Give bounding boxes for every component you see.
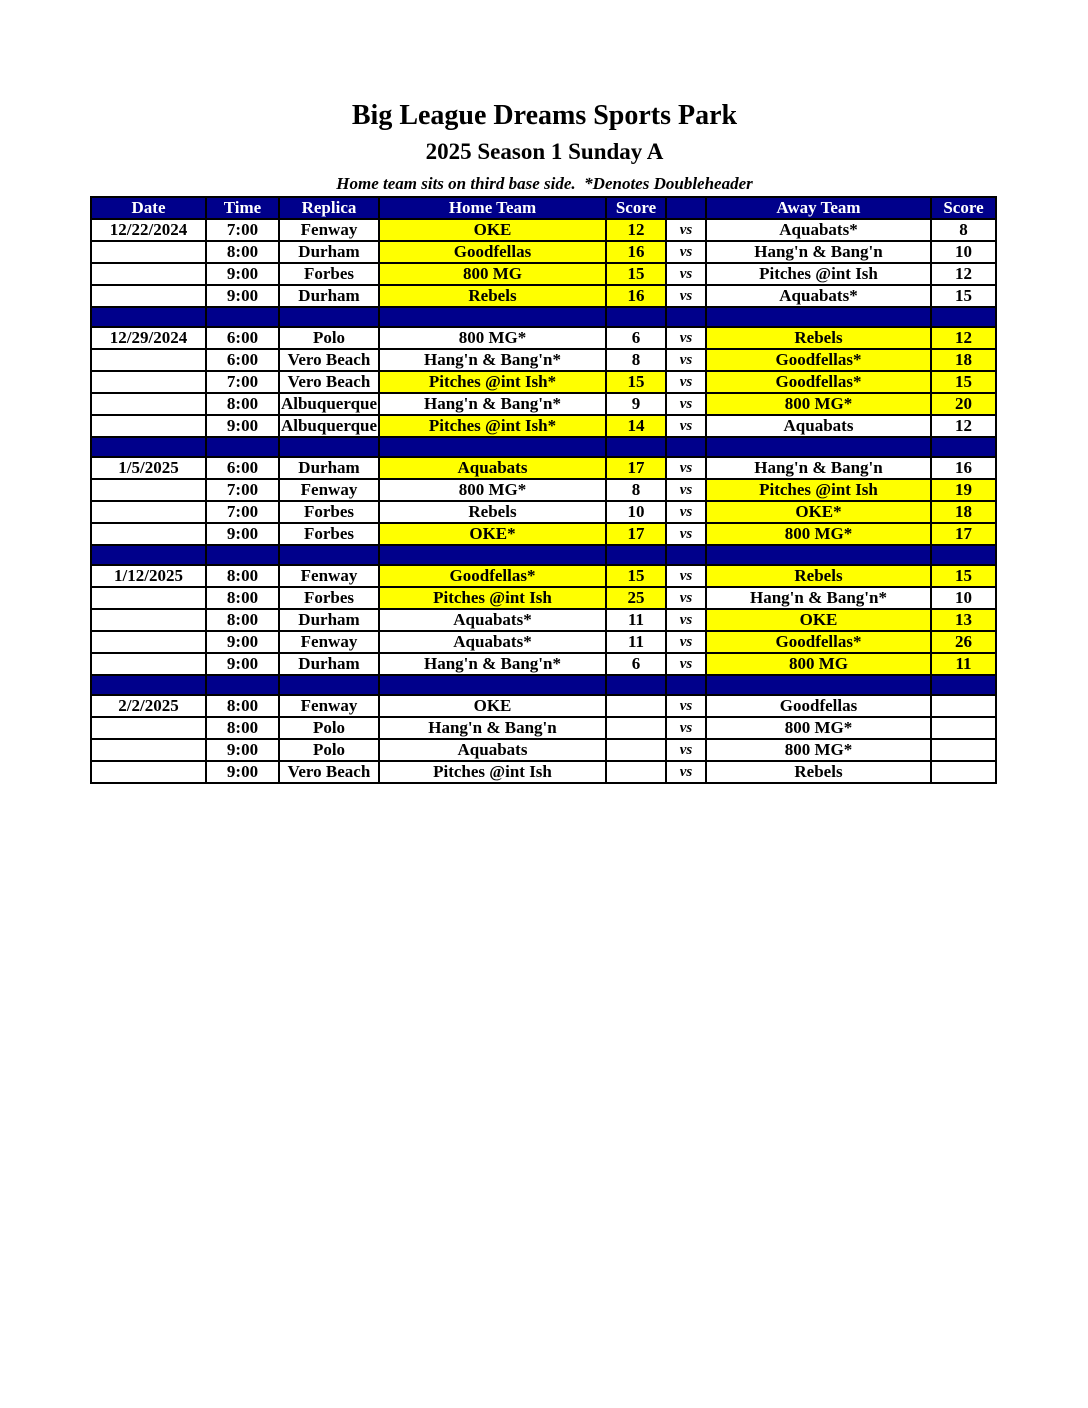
time-cell: 9:00 xyxy=(206,761,279,783)
home-score-cell: 8 xyxy=(606,349,666,371)
game-row xyxy=(91,631,996,653)
separator-cell xyxy=(379,545,606,565)
date-cell xyxy=(91,739,206,761)
game-row xyxy=(91,285,996,307)
header-home-team: Home Team xyxy=(379,197,606,219)
time-cell: 9:00 xyxy=(206,415,279,437)
separator-cell xyxy=(666,675,706,695)
away-team-cell: 800 MG* xyxy=(706,717,931,739)
separator-cell xyxy=(206,675,279,695)
home-team-cell: 800 MG xyxy=(379,263,606,285)
vs-cell: vs xyxy=(666,695,706,717)
game-row xyxy=(91,565,996,587)
vs-cell: vs xyxy=(666,631,706,653)
home-team-cell: Pitches @int Ish xyxy=(379,761,606,783)
time-cell: 8:00 xyxy=(206,587,279,609)
away-team-cell: OKE xyxy=(706,609,931,631)
home-score-cell: 6 xyxy=(606,653,666,675)
separator-cell xyxy=(706,437,931,457)
replica-cell: Durham xyxy=(279,285,379,307)
date-cell xyxy=(91,285,206,307)
time-cell: 9:00 xyxy=(206,631,279,653)
game-row xyxy=(91,739,996,761)
away-score-cell: 10 xyxy=(931,587,996,609)
home-team-cell: Rebels xyxy=(379,285,606,307)
vs-cell: vs xyxy=(666,393,706,415)
vs-cell: vs xyxy=(666,457,706,479)
away-team-cell: Goodfellas* xyxy=(706,371,931,393)
home-score-cell: 15 xyxy=(606,371,666,393)
time-cell: 9:00 xyxy=(206,523,279,545)
time-cell: 7:00 xyxy=(206,479,279,501)
separator-cell xyxy=(931,437,996,457)
date-cell xyxy=(91,349,206,371)
separator-cell xyxy=(379,307,606,327)
home-team-cell: 800 MG* xyxy=(379,327,606,349)
time-cell: 8:00 xyxy=(206,241,279,263)
home-score-cell: 17 xyxy=(606,457,666,479)
home-score-cell: 25 xyxy=(606,587,666,609)
vs-cell: vs xyxy=(666,739,706,761)
time-cell: 9:00 xyxy=(206,739,279,761)
time-cell: 8:00 xyxy=(206,717,279,739)
game-row xyxy=(91,479,996,501)
away-team-cell: Hang'n & Bang'n* xyxy=(706,587,931,609)
schedule-table xyxy=(90,196,997,784)
home-team-cell: Hang'n & Bang'n* xyxy=(379,349,606,371)
replica-cell: Polo xyxy=(279,717,379,739)
vs-cell: vs xyxy=(666,371,706,393)
home-team-cell: Aquabats* xyxy=(379,631,606,653)
home-score-cell: 6 xyxy=(606,327,666,349)
header-replica: Replica xyxy=(279,197,379,219)
away-team-cell: Aquabats* xyxy=(706,219,931,241)
away-team-cell: 800 MG* xyxy=(706,523,931,545)
home-score-cell: 8 xyxy=(606,479,666,501)
separator-cell xyxy=(706,545,931,565)
game-row xyxy=(91,587,996,609)
date-cell: 1/5/2025 xyxy=(91,457,206,479)
home-team-cell: OKE* xyxy=(379,523,606,545)
away-score-cell: 16 xyxy=(931,457,996,479)
away-team-cell: 800 MG* xyxy=(706,739,931,761)
separator-cell xyxy=(931,545,996,565)
separator-row xyxy=(91,675,996,695)
home-team-cell: OKE xyxy=(379,695,606,717)
vs-cell: vs xyxy=(666,523,706,545)
separator-cell xyxy=(91,545,206,565)
vs-cell: vs xyxy=(666,717,706,739)
home-score-cell: 17 xyxy=(606,523,666,545)
home-score-cell: 11 xyxy=(606,609,666,631)
separator-cell xyxy=(706,307,931,327)
away-team-cell: Goodfellas xyxy=(706,695,931,717)
game-row xyxy=(91,695,996,717)
replica-cell: Vero Beach xyxy=(279,761,379,783)
replica-cell: Forbes xyxy=(279,501,379,523)
home-score-cell: 11 xyxy=(606,631,666,653)
home-score-cell xyxy=(606,761,666,783)
separator-cell xyxy=(606,437,666,457)
time-cell: 9:00 xyxy=(206,653,279,675)
away-team-cell: Rebels xyxy=(706,327,931,349)
away-score-cell: 20 xyxy=(931,393,996,415)
game-row xyxy=(91,393,996,415)
vs-cell: vs xyxy=(666,349,706,371)
away-score-cell xyxy=(931,739,996,761)
separator-cell xyxy=(91,307,206,327)
date-cell xyxy=(91,523,206,545)
separator-cell xyxy=(379,675,606,695)
away-team-cell: Rebels xyxy=(706,761,931,783)
time-cell: 8:00 xyxy=(206,565,279,587)
game-row xyxy=(91,501,996,523)
away-score-cell: 15 xyxy=(931,565,996,587)
replica-cell: Forbes xyxy=(279,263,379,285)
header-away-team: Away Team xyxy=(706,197,931,219)
replica-cell: Durham xyxy=(279,653,379,675)
replica-cell: Fenway xyxy=(279,565,379,587)
away-score-cell xyxy=(931,695,996,717)
date-cell xyxy=(91,653,206,675)
away-team-cell: 800 MG* xyxy=(706,393,931,415)
time-cell: 7:00 xyxy=(206,501,279,523)
away-score-cell: 15 xyxy=(931,371,996,393)
game-row xyxy=(91,349,996,371)
game-row xyxy=(91,327,996,349)
vs-cell: vs xyxy=(666,479,706,501)
away-score-cell: 18 xyxy=(931,501,996,523)
date-cell: 1/12/2025 xyxy=(91,565,206,587)
date-cell xyxy=(91,263,206,285)
separator-cell xyxy=(606,675,666,695)
season-subtitle: 2025 Season 1 Sunday A xyxy=(425,139,664,164)
separator-cell xyxy=(279,675,379,695)
away-score-cell xyxy=(931,761,996,783)
replica-cell: Forbes xyxy=(279,587,379,609)
away-score-cell: 19 xyxy=(931,479,996,501)
away-score-cell: 17 xyxy=(931,523,996,545)
separator-cell xyxy=(666,307,706,327)
away-score-cell: 26 xyxy=(931,631,996,653)
date-cell xyxy=(91,241,206,263)
replica-cell: Vero Beach xyxy=(279,349,379,371)
time-cell: 6:00 xyxy=(206,457,279,479)
vs-cell: vs xyxy=(666,219,706,241)
away-score-cell: 12 xyxy=(931,415,996,437)
date-cell: 12/22/2024 xyxy=(91,219,206,241)
away-score-cell xyxy=(931,717,996,739)
separator-row xyxy=(91,307,996,327)
date-cell xyxy=(91,393,206,415)
away-team-cell: Rebels xyxy=(706,565,931,587)
game-row xyxy=(91,371,996,393)
replica-cell: Fenway xyxy=(279,695,379,717)
away-team-cell: Goodfellas* xyxy=(706,631,931,653)
time-cell: 7:00 xyxy=(206,219,279,241)
game-row xyxy=(91,717,996,739)
separator-cell xyxy=(666,437,706,457)
separator-cell xyxy=(931,675,996,695)
away-score-cell: 15 xyxy=(931,285,996,307)
home-score-cell xyxy=(606,695,666,717)
replica-cell: Durham xyxy=(279,609,379,631)
replica-cell: Vero Beach xyxy=(279,371,379,393)
replica-cell: Albuquerque xyxy=(280,394,378,413)
away-score-cell: 12 xyxy=(931,327,996,349)
vs-cell: vs xyxy=(666,501,706,523)
replica-cell: Albuquerque xyxy=(280,416,378,435)
home-score-cell: 10 xyxy=(606,501,666,523)
game-row xyxy=(91,241,996,263)
separator-cell xyxy=(206,307,279,327)
vs-cell: vs xyxy=(666,565,706,587)
vs-cell: vs xyxy=(666,761,706,783)
home-score-cell: 14 xyxy=(606,415,666,437)
date-cell xyxy=(91,371,206,393)
home-team-cell: Aquabats xyxy=(379,457,606,479)
vs-cell: vs xyxy=(666,327,706,349)
home-score-cell: 15 xyxy=(606,565,666,587)
separator-cell xyxy=(931,307,996,327)
away-team-cell: Goodfellas* xyxy=(706,349,931,371)
home-team-cell: Hang'n & Bang'n* xyxy=(379,393,606,415)
separator-cell xyxy=(706,675,931,695)
separator-cell xyxy=(606,545,666,565)
home-team-cell: Aquabats xyxy=(379,739,606,761)
home-team-cell: Pitches @int Ish* xyxy=(379,371,606,393)
game-row xyxy=(91,609,996,631)
away-team-cell: Aquabats* xyxy=(706,285,931,307)
home-score-cell: 16 xyxy=(606,241,666,263)
away-score-cell: 12 xyxy=(931,263,996,285)
replica-cell: Fenway xyxy=(279,219,379,241)
date-cell xyxy=(91,587,206,609)
game-row xyxy=(91,219,996,241)
away-team-cell: OKE* xyxy=(706,501,931,523)
vs-cell: vs xyxy=(666,415,706,437)
game-row xyxy=(91,761,996,783)
date-cell xyxy=(91,501,206,523)
separator-cell xyxy=(91,675,206,695)
separator-cell xyxy=(91,437,206,457)
game-row xyxy=(91,457,996,479)
away-team-cell: Pitches @int Ish xyxy=(706,263,931,285)
vs-cell: vs xyxy=(666,653,706,675)
away-team-cell: Aquabats xyxy=(706,415,931,437)
home-team-cell: Hang'n & Bang'n xyxy=(379,717,606,739)
time-cell: 7:00 xyxy=(206,371,279,393)
separator-cell xyxy=(279,545,379,565)
home-team-cell: OKE xyxy=(379,219,606,241)
home-team-cell: Hang'n & Bang'n* xyxy=(379,653,606,675)
page-title: Big League Dreams Sports Park xyxy=(351,100,738,131)
vs-cell: vs xyxy=(666,241,706,263)
home-score-cell xyxy=(606,717,666,739)
home-score-cell: 15 xyxy=(606,263,666,285)
separator-cell xyxy=(666,545,706,565)
home-team-cell: Goodfellas xyxy=(379,241,606,263)
separator-cell xyxy=(279,307,379,327)
date-cell xyxy=(91,717,206,739)
header-time: Time xyxy=(206,197,279,219)
home-score-cell: 12 xyxy=(606,219,666,241)
away-score-cell: 18 xyxy=(931,349,996,371)
separator-cell xyxy=(279,437,379,457)
separator-row xyxy=(91,437,996,457)
vs-cell: vs xyxy=(666,263,706,285)
replica-cell: Durham xyxy=(279,457,379,479)
header-vs xyxy=(666,197,706,219)
away-score-cell: 8 xyxy=(931,219,996,241)
time-cell: 8:00 xyxy=(206,695,279,717)
away-team-cell: 800 MG xyxy=(706,653,931,675)
replica-cell: Polo xyxy=(279,327,379,349)
home-team-cell: Aquabats* xyxy=(379,609,606,631)
away-score-cell: 11 xyxy=(931,653,996,675)
vs-cell: vs xyxy=(666,285,706,307)
replica-cell: Fenway xyxy=(279,631,379,653)
home-team-cell: Rebels xyxy=(379,501,606,523)
time-cell: 8:00 xyxy=(206,393,279,415)
date-cell: 12/29/2024 xyxy=(91,327,206,349)
separator-cell xyxy=(206,437,279,457)
away-team-cell: Hang'n & Bang'n xyxy=(706,457,931,479)
separator-cell xyxy=(206,545,279,565)
game-row xyxy=(91,653,996,675)
date-cell xyxy=(91,761,206,783)
away-score-cell: 10 xyxy=(931,241,996,263)
date-cell xyxy=(91,479,206,501)
header-home-score: Score xyxy=(606,197,666,219)
date-cell: 2/2/2025 xyxy=(91,695,206,717)
home-team-cell: Pitches @int Ish* xyxy=(379,415,606,437)
header-row xyxy=(91,197,996,219)
home-score-cell: 16 xyxy=(606,285,666,307)
schedule-note: Home team sits on third base side. *Denotes Doubleheader xyxy=(336,174,753,193)
away-team-cell: Pitches @int Ish xyxy=(706,479,931,501)
separator-row xyxy=(91,545,996,565)
date-cell xyxy=(91,609,206,631)
away-team-cell: Hang'n & Bang'n xyxy=(706,241,931,263)
time-cell: 8:00 xyxy=(206,609,279,631)
vs-cell: vs xyxy=(666,587,706,609)
home-team-cell: Pitches @int Ish xyxy=(379,587,606,609)
date-cell xyxy=(91,631,206,653)
time-cell: 9:00 xyxy=(206,263,279,285)
replica-cell: Polo xyxy=(279,739,379,761)
header-date: Date xyxy=(91,197,206,219)
home-score-cell xyxy=(606,739,666,761)
date-cell xyxy=(91,415,206,437)
home-team-cell: Goodfellas* xyxy=(379,565,606,587)
game-row xyxy=(91,523,996,545)
game-row xyxy=(91,415,996,437)
separator-cell xyxy=(379,437,606,457)
replica-cell: Durham xyxy=(279,241,379,263)
replica-cell: Forbes xyxy=(279,523,379,545)
replica-cell: Fenway xyxy=(279,479,379,501)
header-away-score: Score xyxy=(931,197,996,219)
away-score-cell: 13 xyxy=(931,609,996,631)
separator-cell xyxy=(606,307,666,327)
time-cell: 6:00 xyxy=(206,349,279,371)
vs-cell: vs xyxy=(666,609,706,631)
time-cell: 9:00 xyxy=(206,285,279,307)
home-score-cell: 9 xyxy=(606,393,666,415)
time-cell: 6:00 xyxy=(206,327,279,349)
home-team-cell: 800 MG* xyxy=(379,479,606,501)
game-row xyxy=(91,263,996,285)
